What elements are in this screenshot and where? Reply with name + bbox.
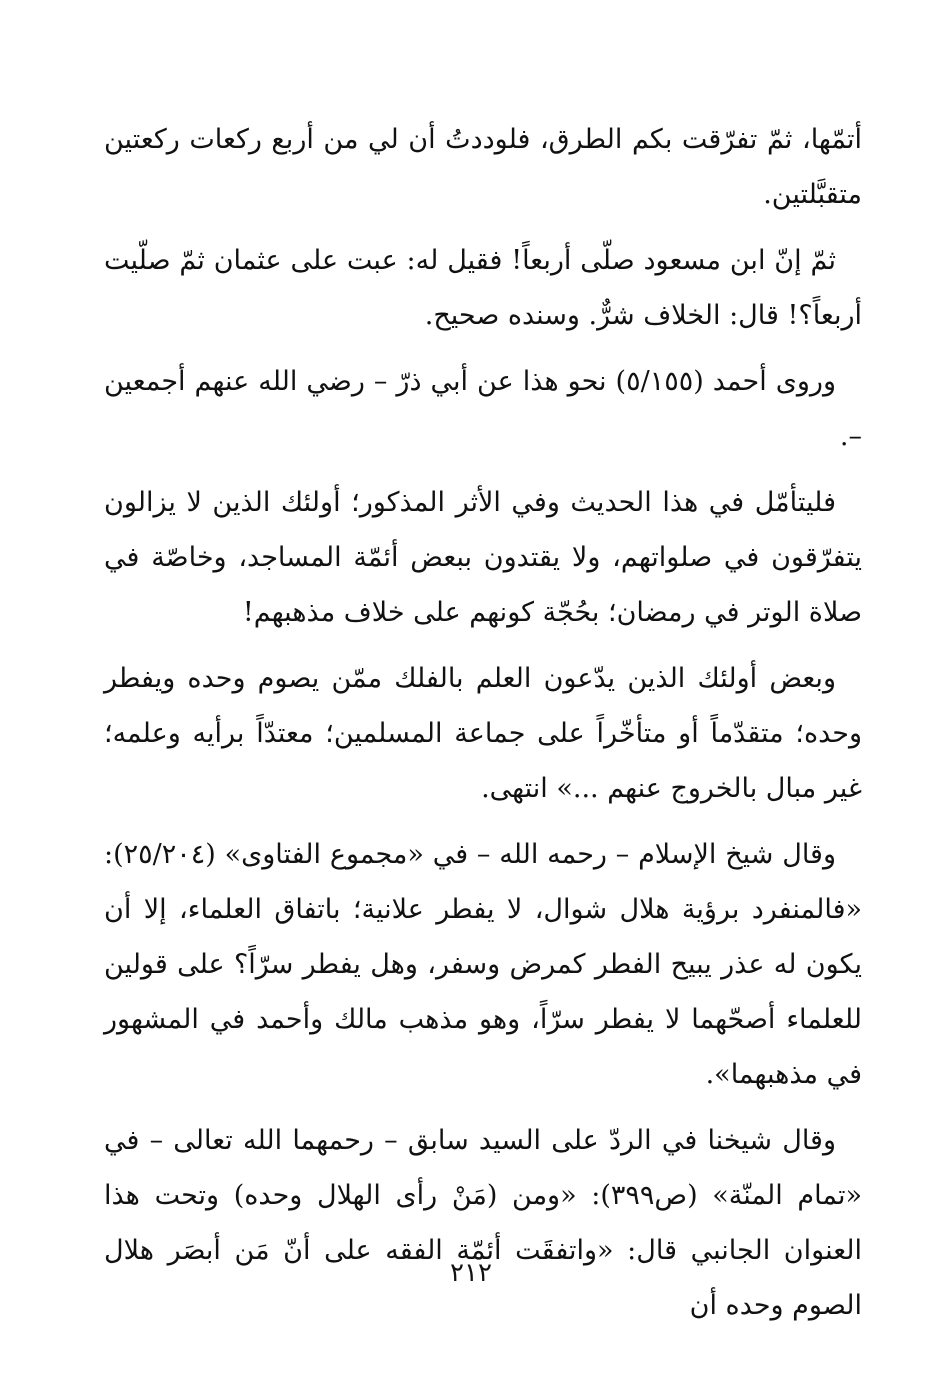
paragraph-continuation: أتمّها، ثمّ تفرّقت بكم الطرق، فلوددتُ أن لي من أربع ركعات ركعتين متقبَّلتين. xyxy=(104,124,862,210)
paragraph-ahmad-narration: وروى أحمد (٥/١٥٥) نحو هذا عن أبي ذرّ – رضي الله عنهم أجمعين –. xyxy=(104,366,862,452)
paragraph-ibn-masud: ثمّ إنّ ابن مسعود صلّى أربعاً! فقيل له: عبت على عثمان ثمّ صلّيت أربعاً؟! قال: الخلاف شرٌّ. وسنده صحيح. xyxy=(104,245,862,331)
paragraph-reflection: فليتأمّل في هذا الحديث وفي الأثر المذكور؛ أولئك الذين لا يزالون يتفرّقون في صلواتهم، ولا يقتدون ببعض أئمّة المساجد، وخاصّة في صلاة الوتر في رمضان؛ بحُجّة كونهم على خلاف مذهبهم! xyxy=(104,487,862,628)
page-number: ٢١٢ xyxy=(450,1258,492,1288)
paragraph-astronomy: وبعض أولئك الذين يدّعون العلم بالفلك ممّن يصوم وحده ويفطر وحده؛ متقدّماً أو متأخّراً على جماعة المسلمين؛ معتدّاً برأيه وعلمه؛ غير مبال بالخروج عنهم ...» انتهى. xyxy=(104,663,862,804)
paragraph-shaykh-al-islam: وقال شيخ الإسلام – رحمه الله – في «مجموع الفتاوى» (٢٥/٢٠٤): «فالمنفرد برؤية هلال شوال، لا يفطر علانية؛ باتفاق العلماء، إلا أن يكون له عذر يبيح الفطر كمرض وسفر، وهل يفطر سرّاً؟ على قولين للعلماء أصحّهما لا يفطر سرّاً، وهو مذهب مالك وأحمد في المشهور في مذهبهما». xyxy=(104,839,862,1090)
body-text xyxy=(104,112,862,1344)
paragraph-tamam-al-minna: وقال شيخنا في الردّ على السيد سابق – رحمهما الله تعالى – في «تمام المنّة» (ص٣٩٩): «ومن (مَنْ رأى الهلال وحده) وتحت هذا العنوان الجانبي قال: «واتفقَت أئمّة الفقه على أنّ مَن أبصَر هلال الصوم وحده أن xyxy=(104,1125,862,1321)
